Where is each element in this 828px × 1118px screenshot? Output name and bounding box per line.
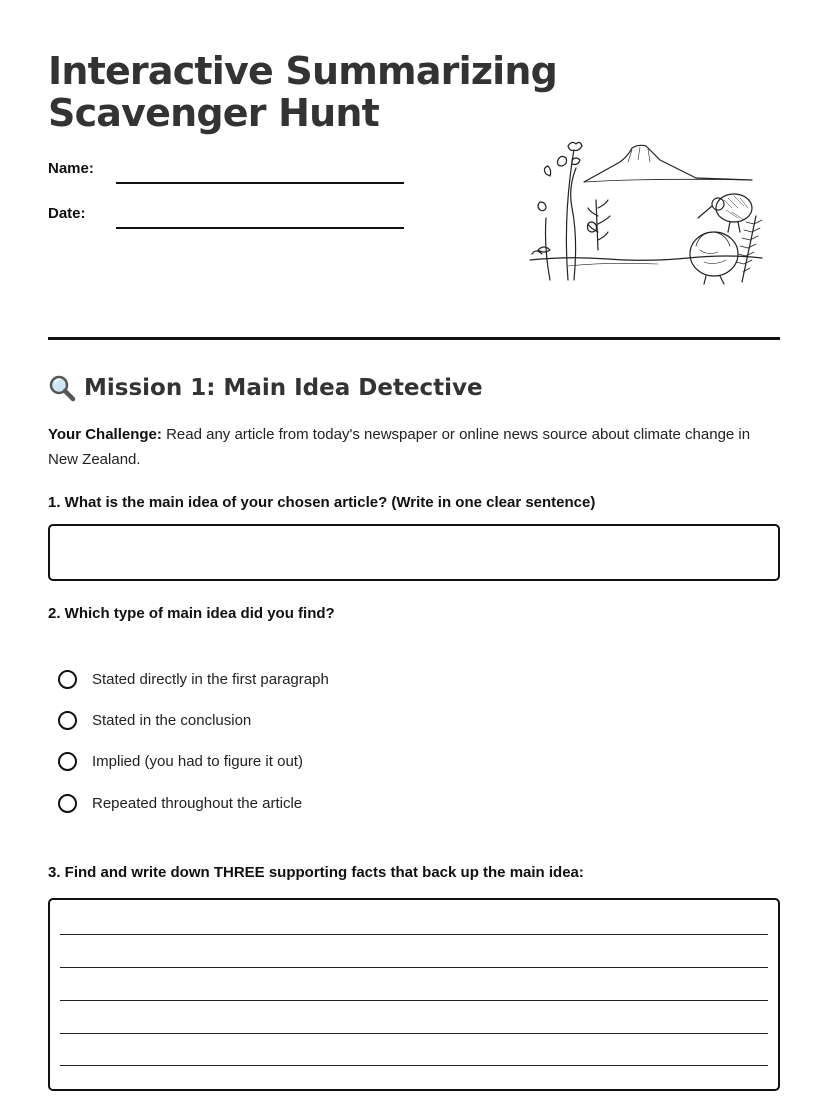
kiwi-body: [716, 194, 752, 222]
page-title: [48, 50, 557, 134]
option-label: Stated in the conclusion: [92, 711, 252, 729]
writing-line: [60, 1000, 768, 1001]
mission-1-heading: [48, 372, 483, 404]
flower-head-2: [558, 156, 567, 166]
name-input-line[interactable]: [116, 182, 404, 184]
magnifying-glass-icon: [48, 374, 76, 402]
section-divider: [48, 337, 780, 340]
radio-button[interactable]: [58, 752, 77, 771]
writing-line: [60, 967, 768, 968]
option-stated-first-paragraph[interactable]: [58, 667, 329, 691]
flower-bud-2: [538, 202, 546, 211]
kiwi-head: [712, 198, 724, 210]
option-stated-conclusion[interactable]: [58, 708, 251, 732]
writing-line: [60, 934, 768, 935]
title-line-1: Interactive Summarizing: [48, 49, 558, 93]
fern-fronds: [736, 220, 762, 272]
option-label: Stated directly in the first paragraph: [92, 670, 329, 688]
name-label: Name:: [48, 160, 94, 177]
round-bird-legs: [704, 276, 724, 284]
option-repeated[interactable]: [58, 791, 302, 815]
kiwi-beak: [698, 206, 712, 218]
radio-button[interactable]: [58, 711, 77, 730]
radio-button[interactable]: [58, 794, 77, 813]
kiwi-feather-hatching: [724, 196, 748, 220]
sprig-leaves: [588, 200, 610, 240]
question-2: 2. Which type of main idea did you find?: [48, 605, 335, 622]
option-label: Repeated throughout the article: [92, 794, 303, 812]
mountain-outline: [584, 145, 752, 182]
radio-button[interactable]: [58, 670, 77, 689]
main-idea-answer-box[interactable]: [48, 524, 780, 581]
kiwi-legs: [728, 222, 740, 232]
flower-head-3: [572, 158, 580, 165]
challenge-text: [48, 422, 780, 472]
flower-stem-2: [571, 168, 576, 280]
writing-line: [60, 1033, 768, 1034]
option-label: Implied (you had to figure it out): [92, 752, 303, 770]
base-leaves: [532, 247, 550, 254]
challenge-body: Read any article from today's newspaper or online news source about climate change in New Zealand.: [48, 426, 751, 468]
ground-detail: [568, 263, 658, 266]
writing-line: [60, 1065, 768, 1066]
fern-stem: [742, 216, 756, 282]
date-label: Date:: [48, 205, 86, 222]
option-implied[interactable]: [58, 749, 303, 773]
question-1: 1. What is the main idea of your chosen article? (Write in one clear sentence): [48, 494, 596, 511]
name-field-row: [48, 160, 408, 190]
mission-1-title: Mission 1: Main Idea Detective: [84, 375, 483, 401]
flower-head-1: [568, 142, 582, 150]
round-bird-body: [690, 232, 738, 276]
ground-line: [530, 256, 762, 260]
date-field-row: [48, 205, 408, 235]
new-zealand-scene-illustration: [528, 138, 764, 288]
challenge-lead: Your Challenge:: [48, 426, 162, 443]
flower-bud-1: [544, 166, 550, 176]
date-input-line[interactable]: [116, 227, 404, 229]
supporting-facts-answer-box[interactable]: [48, 898, 780, 1091]
mountain-base: [584, 179, 752, 182]
worksheet-page: [48, 0, 780, 1118]
title-line-2: Scavenger Hunt: [48, 91, 379, 135]
question-3: 3. Find and write down THREE supporting facts that back up the main idea:: [48, 864, 584, 881]
